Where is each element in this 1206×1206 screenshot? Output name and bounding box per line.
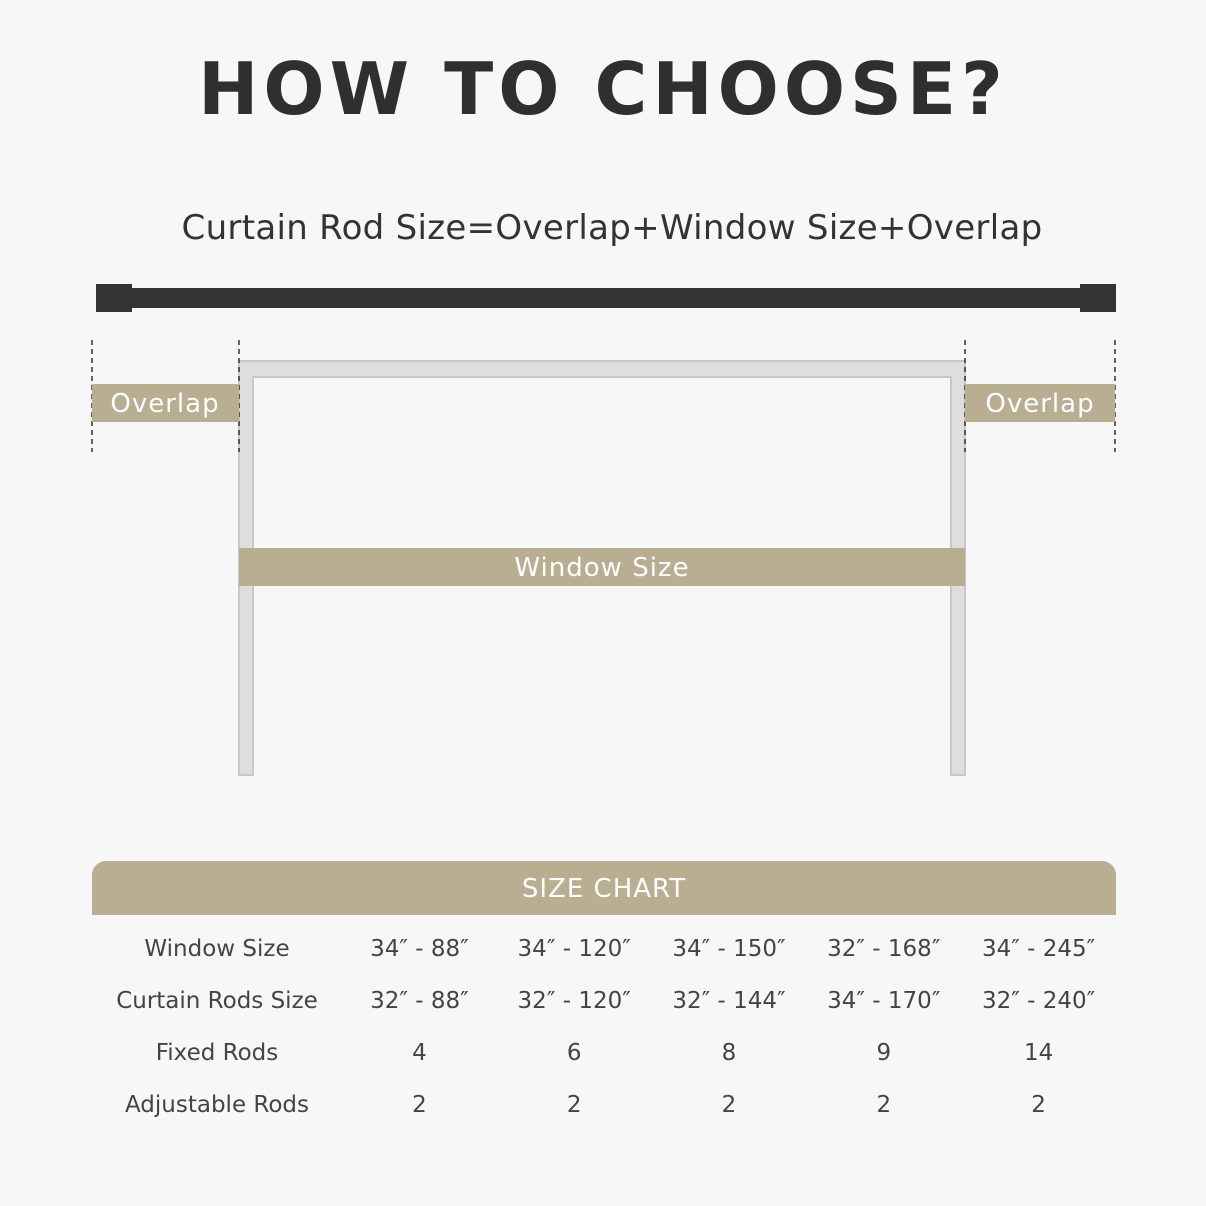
window-size-label: Window Size (514, 553, 690, 583)
rod-end-right (1080, 284, 1116, 312)
table-cell: 34″ - 245″ (981, 936, 1096, 962)
table-cell: 2 (412, 1092, 427, 1118)
table-cell: 2 (566, 1092, 582, 1118)
right-overlap-label: Overlap (985, 389, 1095, 419)
table-row (92, 915, 1116, 975)
rod-end-left (96, 284, 132, 312)
table-row (92, 1027, 1116, 1079)
table-cell: 34″ - 88″ (370, 936, 469, 962)
table-cell: 34″ - 150″ (672, 936, 786, 962)
row-label: Adjustable Rods (124, 1092, 310, 1118)
size-formula: Curtain Rod Size=Overlap+Window Size+Overlap (181, 208, 1043, 248)
table-cell: 32″ - 168″ (827, 936, 941, 962)
table-cell: 2 (721, 1092, 737, 1118)
table-cell: 4 (412, 1040, 427, 1066)
table-cell: 32″ - 240″ (981, 988, 1096, 1014)
size-chart-header: SIZE CHART (92, 861, 1116, 915)
rod-bar (110, 288, 1098, 308)
row-label: Curtain Rods Size (116, 988, 318, 1014)
size-chart-table (92, 915, 1116, 1131)
rod-diagram (0, 270, 1206, 800)
table-cell: 32″ - 144″ (672, 988, 786, 1014)
size-chart (92, 861, 1116, 1131)
page-title: HOW TO CHOOSE? (198, 47, 1008, 131)
table-row (92, 975, 1116, 1027)
table-row (92, 1079, 1116, 1131)
row-label: Fixed Rods (155, 1040, 279, 1066)
table-cell: 9 (876, 1040, 892, 1066)
table-cell: 32″ - 88″ (370, 988, 469, 1014)
table-cell: 32″ - 120″ (517, 988, 631, 1014)
curtain-rod (96, 284, 1116, 312)
table-cell: 14 (1023, 1040, 1054, 1066)
table-cell: 2 (876, 1092, 892, 1118)
row-label: Window Size (144, 936, 290, 962)
left-overlap-label: Overlap (110, 389, 220, 419)
table-cell: 6 (566, 1040, 582, 1066)
table-cell: 8 (721, 1040, 737, 1066)
table-cell: 34″ - 170″ (827, 988, 941, 1014)
table-cell: 34″ - 120″ (517, 936, 631, 962)
table-cell: 2 (1031, 1092, 1046, 1118)
